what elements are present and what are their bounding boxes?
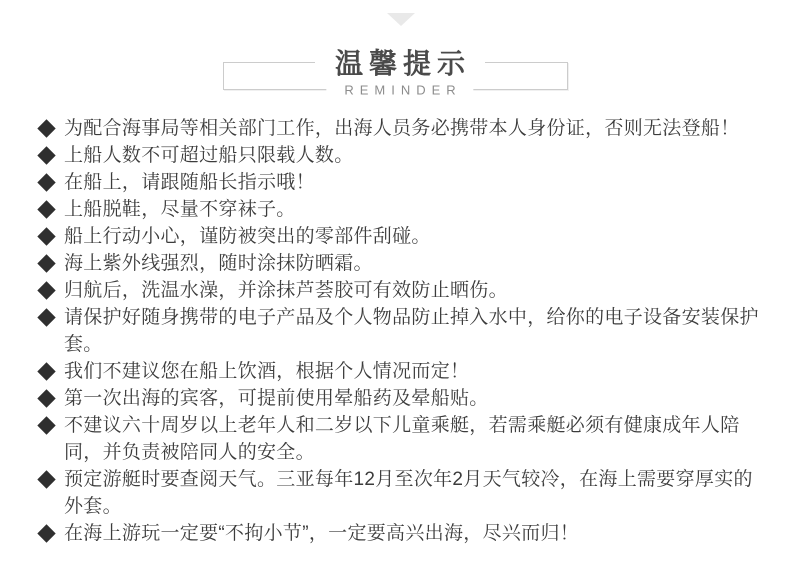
reminder-text: 第一次出海的宾客，可提前使用晕船药及晕船贴。 — [64, 388, 489, 409]
diamond-bullet-icon — [37, 254, 55, 272]
reminder-item — [38, 277, 772, 304]
reminder-text: 预定游艇时要查阅天气。三亚每年12月至次年2月天气较冷，在海上需要穿厚实的外套。 — [64, 469, 753, 517]
diamond-bullet-icon — [37, 200, 55, 218]
reminder-text: 在船上，请跟随船长指示哦！ — [64, 172, 315, 193]
reminder-text: 请保护好随身携带的电子产品及个人物品防止掉入水中，给你的电子设备安装保护套。 — [64, 307, 759, 355]
diamond-bullet-icon — [37, 524, 55, 542]
reminder-text: 归航后，洗温水澡，并涂抹芦荟胶可有效防止晒伤。 — [64, 280, 508, 301]
reminder-text: 为配合海事局等相关部门工作，出海人员务必携带本人身份证，否则无法登船！ — [64, 118, 740, 139]
diamond-bullet-icon — [37, 281, 55, 299]
reminder-item — [38, 223, 772, 250]
reminder-text: 船上行动小心，谨防被突出的零部件刮碰。 — [64, 226, 431, 247]
diamond-bullet-icon — [37, 389, 55, 407]
reminder-text: 上船脱鞋，尽量不穿袜子。 — [64, 199, 296, 220]
reminder-item — [38, 169, 772, 196]
reminder-text: 我们不建议您在船上饮酒，根据个人情况而定！ — [64, 361, 470, 382]
reminder-text: 在海上游玩一定要“不拘小节”，一定要高兴出海，尽兴而归！ — [64, 523, 580, 544]
reminder-item — [38, 412, 772, 466]
reminder-item — [38, 520, 772, 547]
reminder-text: 上船人数不可超过船只限载人数。 — [64, 145, 354, 166]
reminder-text: 不建议六十周岁以上老年人和二岁以下儿童乘艇，若需乘艇必须有健康成年人陪同，并负责被陪同人的安全。 — [64, 415, 740, 463]
diamond-bullet-icon — [37, 308, 55, 326]
diamond-bullet-icon — [37, 416, 55, 434]
reminder-item — [38, 142, 772, 169]
header — [0, 0, 800, 112]
reminder-item — [38, 385, 772, 412]
reminder-text: 海上紫外线强烈，随时涂抹防晒霜。 — [64, 253, 373, 274]
diamond-bullet-icon — [37, 146, 55, 164]
diamond-bullet-icon — [37, 470, 55, 488]
reminder-item — [38, 466, 772, 520]
reminder-item — [38, 358, 772, 385]
reminder-item — [38, 115, 772, 142]
page-title: 温馨提示 — [315, 42, 485, 82]
page-subtitle: REMINDER — [326, 83, 473, 98]
reminder-list — [0, 112, 800, 547]
diamond-bullet-icon — [37, 173, 55, 191]
diamond-bullet-icon — [37, 362, 55, 380]
reminder-item — [38, 304, 772, 358]
reminder-item — [38, 196, 772, 223]
diamond-bullet-icon — [37, 119, 55, 137]
diamond-bullet-icon — [37, 227, 55, 245]
reminder-item — [38, 250, 772, 277]
